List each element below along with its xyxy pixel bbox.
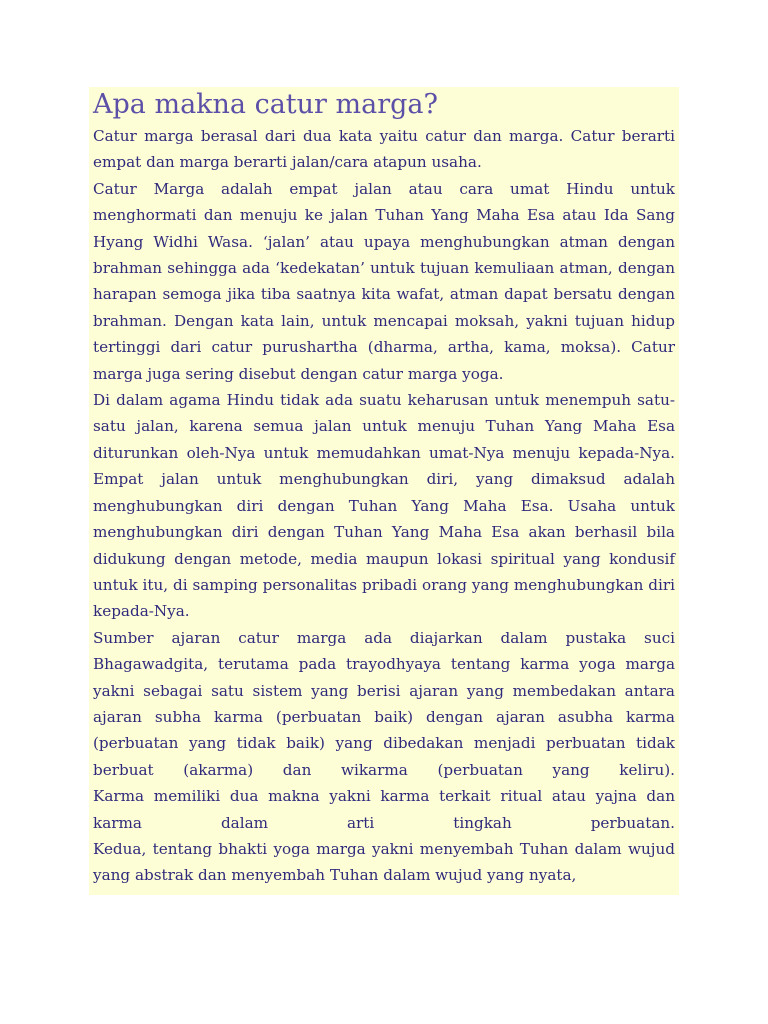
paragraph-bhakti-yoga: Kedua, tentang bhakti yoga marga yakni menyembah Tuhan dalam wujud yang abstrak dan menyembah Tuhan dalam wujud yang nyata, <box>93 839 675 885</box>
paragraph-definition: Catur marga berasal dari dua kata yaitu catur dan marga. Catur berarti empat dan marga berarti jalan/cara atapun usaha. <box>93 127 675 172</box>
highlighted-text-block <box>89 87 679 895</box>
paragraph-sumber-ajaran: Sumber ajaran catur marga ada diajarkan dalam pustaka suci Bhagawadgita, terutama pada trayodhyaya tentang karma yoga marga yakni sebagai satu sistem yang berisi ajaran yang membedakan antara ajaran subha karma (perbuatan baik) dengan ajaran asubha karma (perbuatan yang tidak baik) yang dibedakan menjadi perbuatan tidak berbuat (akarma) dan wikarma (perbuatan yang keliru). <box>93 628 675 779</box>
paragraph-agama-hindu: Di dalam agama Hindu tidak ada suatu keharusan untuk menempuh satu-satu jalan, karena semua jalan untuk menuju Tuhan Yang Maha Esa diturunkan oleh-Nya untuk memudahkan umat-Nya menuju kepada-Nya. Empat jalan untuk menghubungkan diri, yang dimaksud adalah menghubungkan diri dengan Tuhan Yang Maha Esa. Usaha untuk menghubungkan diri dengan Tuhan Yang Maha Esa akan berhasil bila didukung dengan metode, media maupun lokasi spiritual yang kondusif untuk itu, di samping personalitas pribadi orang yang menghubungkan diri kepada-Nya. <box>93 391 675 621</box>
paragraph-catur-marga: Catur Marga adalah empat jalan atau cara umat Hindu untuk menghormati dan menuju ke jalan Tuhan Yang Maha Esa atau Ida Sang Hyang Widhi Wasa. ‘jalan’ atau upaya menghubungkan atman dengan brahman sehingga ada ‘kedekatan’ untuk tujuan kemuliaan atman, dengan harapan semoga jika tiba saatnya kita wafat, atman dapat bersatu dengan brahman. Dengan kata lain, untuk mencapai moksah, yakni tujuan hidup tertinggi dari catur purushartha (dharma, artha, kama, moksa). Catur marga juga sering disebut dengan catur marga yoga. <box>93 179 675 383</box>
paragraph-karma: Karma memiliki dua makna yakni karma terkait ritual atau yajna dan karma dalam arti tingkah perbuatan. <box>93 787 675 832</box>
page-title: Apa makna catur marga? <box>93 89 439 120</box>
